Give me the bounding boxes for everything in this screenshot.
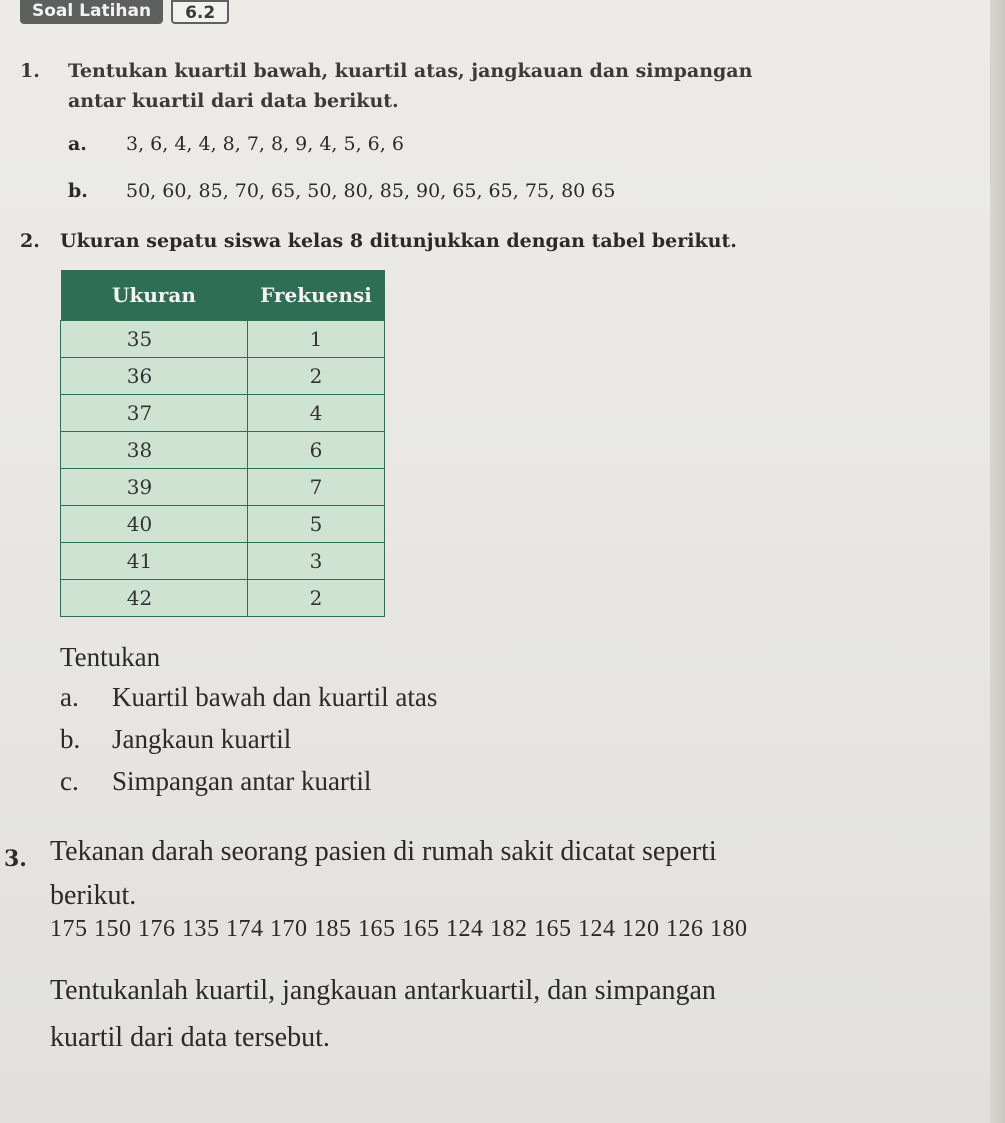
table-cell-frequency: 1 <box>248 321 385 358</box>
table-cell-size: 39 <box>61 469 248 506</box>
q2-task-a-text: Kuartil bawah dan kuartil atas <box>112 682 438 712</box>
q1-number: 1. <box>20 60 40 82</box>
q2-text: Ukuran sepatu siswa kelas 8 ditunjukkan dengan tabel berikut. <box>60 230 737 252</box>
table-cell-frequency: 3 <box>248 543 385 580</box>
q2-prompt: Tentukan <box>60 642 161 672</box>
q1-item-a <box>68 133 404 155</box>
q3-text-line3: Tentukanlah kuartil, jangkauan antarkuartil, dan simpangan <box>50 975 716 1006</box>
q2-task-c <box>60 766 371 797</box>
q3-number: 3. <box>4 846 27 872</box>
q3-text-line1: Tekanan darah seorang pasien di rumah sakit dicatat seperti <box>50 836 717 867</box>
q1-item-b-data: 50, 60, 85, 70, 65, 50, 80, 85, 90, 65, 65, 75, 80 65 <box>126 180 616 202</box>
table-row <box>61 321 385 358</box>
table-cell-size: 38 <box>61 432 248 469</box>
exercise-header <box>20 0 229 24</box>
table-cell-frequency: 7 <box>248 469 385 506</box>
exercise-number: 6.2 <box>171 0 229 24</box>
q3-text-line4: kuartil dari data tersebut. <box>50 1022 330 1053</box>
table-row <box>61 432 385 469</box>
table-cell-frequency: 4 <box>248 395 385 432</box>
q2-task-c-text: Simpangan antar kuartil <box>112 766 372 796</box>
table-row <box>61 580 385 617</box>
q2-task-b-text: Jangkaun kuartil <box>112 724 292 754</box>
table-cell-frequency: 2 <box>248 358 385 395</box>
table-row <box>61 543 385 580</box>
table-row <box>61 506 385 543</box>
q2-task-b <box>60 724 291 755</box>
table-cell-frequency: 5 <box>248 506 385 543</box>
q1-item-b <box>68 180 615 202</box>
table-cell-size: 42 <box>61 580 248 617</box>
q1-item-a-letter: a. <box>68 133 87 155</box>
q1-text-line1: Tentukan kuartil bawah, kuartil atas, jangkauan dan simpangan <box>68 60 753 82</box>
table-row <box>61 469 385 506</box>
table-cell-frequency: 6 <box>248 432 385 469</box>
table-cell-size: 36 <box>61 358 248 395</box>
shoe-size-table <box>60 270 385 617</box>
q3-values: 175 150 176 135 174 170 185 165 165 124 182 165 124 120 126 180 <box>50 916 748 942</box>
q2-number: 2. <box>20 230 40 252</box>
table-row <box>61 358 385 395</box>
q2-task-b-letter: b. <box>60 724 81 754</box>
table-cell-size: 41 <box>61 543 248 580</box>
table-header-ukuran: Ukuran <box>61 270 248 321</box>
q2-task-c-letter: c. <box>60 766 79 796</box>
table-cell-size: 37 <box>61 395 248 432</box>
q1-item-b-letter: b. <box>68 180 88 202</box>
table-header-frekuensi: Frekuensi <box>248 270 385 321</box>
exercise-title: Soal Latihan <box>20 0 163 24</box>
q2-task-a <box>60 682 437 713</box>
q1-text-line2: antar kuartil dari data berikut. <box>68 90 399 112</box>
q2-task-a-letter: a. <box>60 682 79 712</box>
table-cell-size: 35 <box>61 321 248 358</box>
q3-text-line2: berikut. <box>50 880 137 911</box>
table-cell-frequency: 2 <box>248 580 385 617</box>
q1-item-a-data: 3, 6, 4, 4, 8, 7, 8, 9, 4, 5, 6, 6 <box>126 133 404 155</box>
table-row <box>61 395 385 432</box>
page-edge <box>990 0 1005 1123</box>
table-header-row <box>61 270 385 321</box>
table-cell-size: 40 <box>61 506 248 543</box>
